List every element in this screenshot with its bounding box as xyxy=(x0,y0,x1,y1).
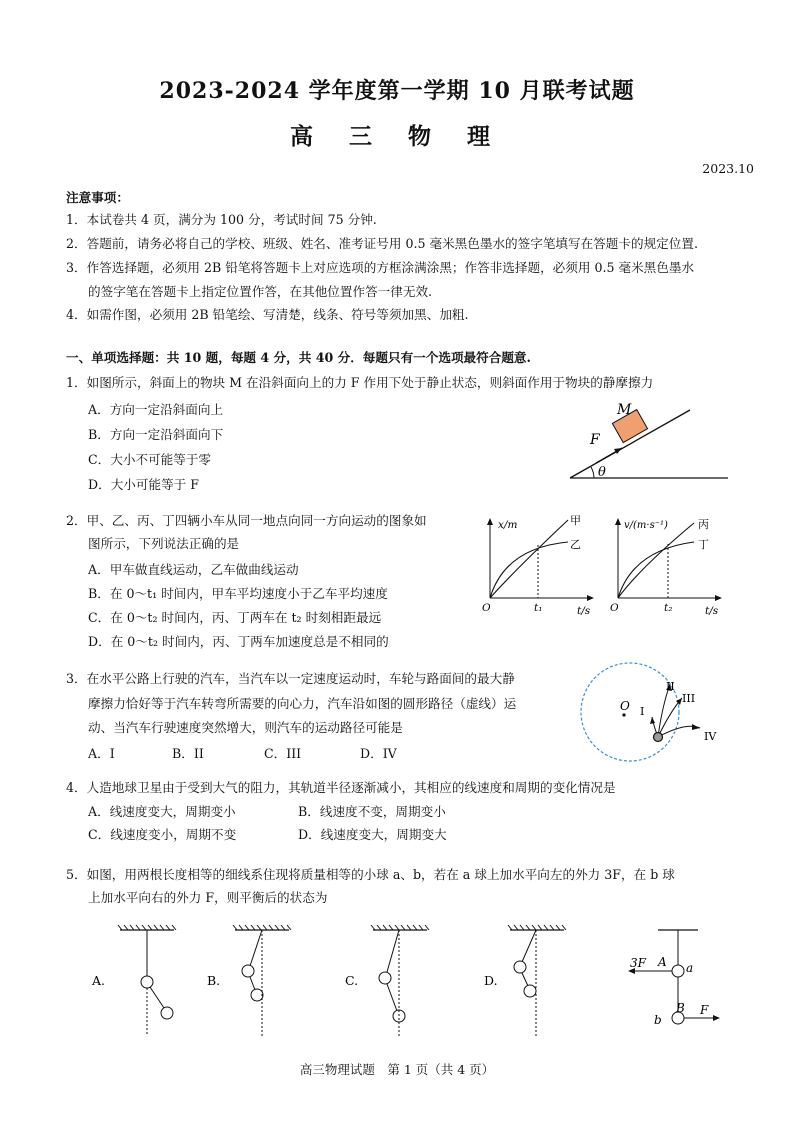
vt-graph xyxy=(608,510,738,620)
mass-label: M xyxy=(617,402,632,418)
series-label: 乙 xyxy=(570,538,581,551)
path-label: IV xyxy=(704,730,717,743)
line-bing xyxy=(618,523,694,598)
notice-heading: 注意事项： xyxy=(66,190,129,205)
question-2-stem: 2．甲、乙、丙、丁四辆小车从同一地点向同一方向运动的图象如 xyxy=(66,513,427,528)
angle-label: θ xyxy=(598,465,606,480)
notice-item: 3．作答选择题，必须用 2B 铅笔将答题卡上对应选项的方框涂满涂黑；作答非选择题，必须用 0.5 毫米黑色墨水 xyxy=(66,260,695,275)
exam-title: 2023-2024 学年度第一学期 10 月联考试题 xyxy=(159,78,635,104)
q3-option-c: C．III xyxy=(264,746,302,761)
line-ding xyxy=(618,542,694,598)
option-label: B. xyxy=(207,973,221,988)
q4-option-a: A．线速度变大，周期变小 xyxy=(88,804,236,819)
notice-item: 4．如需作图，必须用 2B 铅笔绘、写清楚，线条、符号等须加黑、加粗. xyxy=(66,307,469,322)
question-2-stem-cont: 图所示，下列说法正确的是 xyxy=(88,536,240,551)
y-axis-label: v/(m·s⁻¹) xyxy=(624,520,668,531)
force-3f-label: 3F xyxy=(630,956,646,970)
tick-label: t₁ xyxy=(534,602,543,614)
q4-option-b: B．线速度不变，周期变小 xyxy=(298,804,446,819)
q2-option-b: B．在 0～t₁ 时间内，甲车平均速度小于乙车平均速度 xyxy=(88,586,388,601)
q3-option-d: D．IV xyxy=(360,746,397,761)
x-axis-label: t/s xyxy=(705,605,719,617)
q1-option-a: A．方向一定沿斜面向上 xyxy=(88,402,224,417)
option-label: D. xyxy=(484,973,498,988)
q5-figure-c xyxy=(345,920,435,1038)
q2-option-d: D．在 0～t₂ 时间内，丙、丁两车加速度总是不相同的 xyxy=(88,634,389,649)
path-label: I xyxy=(640,705,645,718)
point-a-label: A xyxy=(658,955,667,969)
question-1-stem: 1．如图所示，斜面上的物块 M 在沿斜面向上的力 F 作用下处于静止状态，则斜面作用于物块的静摩擦力 xyxy=(66,375,654,390)
force-label: F xyxy=(590,432,600,448)
notice-item: 1．本试卷共 4 页，满分为 100 分，考试时间 75 分钟. xyxy=(66,212,377,227)
line-yi xyxy=(490,542,568,598)
center-label: O xyxy=(620,699,630,713)
question-3-stem-cont: 摩擦力恰好等于汽车转弯所需要的向心力，汽车沿如图的圆形路径（虚线）运 xyxy=(88,696,517,711)
q1-option-d: D．大小可能等于 F xyxy=(88,477,199,492)
q3-option-a: A．I xyxy=(88,746,115,761)
origin-label: O xyxy=(610,602,619,614)
series-label: 丙 xyxy=(698,518,709,531)
q5-reference-figure xyxy=(620,920,730,1038)
notice-item: 的签字笔在答题卡上指定位置作答，在其他位置作答一律无效. xyxy=(88,284,433,299)
series-label: 丁 xyxy=(698,538,709,551)
option-label: C. xyxy=(345,973,359,988)
origin-label: O xyxy=(482,602,491,614)
page-footer: 高三物理试题 第 1 页（共 4 页） xyxy=(299,1062,495,1077)
question-5-stem-cont: 上加水平向右的外力 F，则平衡后的状态为 xyxy=(88,890,328,905)
q1-option-c: C．大小不可能等于零 xyxy=(88,452,211,467)
y-axis-label: x/m xyxy=(498,519,518,531)
force-f-label: F xyxy=(700,1003,709,1017)
question-5-stem: 5．如图，用两根长度相等的细线系住现将质量相等的小球 a、b，若在 a 球上加水平向左的外力 3F，在 b 球 xyxy=(66,867,675,882)
q5-figure-a xyxy=(88,920,193,1038)
q5-figure-b xyxy=(205,920,295,1038)
q5-figure-d xyxy=(482,920,572,1038)
incline-figure xyxy=(560,400,740,485)
circle-path-figure xyxy=(578,662,728,766)
q4-option-c: C．线速度变小，周期不变 xyxy=(88,827,237,842)
q1-option-b: B．方向一定沿斜面向下 xyxy=(88,427,224,442)
q2-option-a: A．甲车做直线运动，乙车做曲线运动 xyxy=(88,562,299,577)
question-4-stem: 4．人造地球卫星由于受到大气的阻力，其轨道半径逐渐减小，其相应的线速度和周期的变化情况是 xyxy=(66,780,616,795)
q3-option-b: B．II xyxy=(172,746,204,761)
ball-b-label: b xyxy=(654,1013,662,1027)
path-label: II xyxy=(666,680,675,693)
question-3-stem-cont: 动、当汽车行驶速度突然增大，则汽车的运动路径可能是 xyxy=(88,720,403,735)
xt-graph xyxy=(480,510,605,620)
option-label: A. xyxy=(92,973,106,988)
q4-option-d: D．线速度变大，周期变大 xyxy=(298,827,447,842)
line-jia xyxy=(490,520,568,598)
notice-item: 2．答题前，请务必将自己的学校、班级、姓名、准考证号用 0.5 毫米黑色墨水的签字笔填写在答题卡的规定位置. xyxy=(66,236,698,251)
x-axis-label: t/s xyxy=(577,605,591,617)
tick-label: t₂ xyxy=(664,602,673,614)
point-b-label: B xyxy=(676,1001,685,1015)
ball-a-label: a xyxy=(686,961,694,975)
subject-title: 高 三 物 理 xyxy=(289,123,505,150)
path-label: III xyxy=(682,692,696,705)
q2-option-c: C．在 0～t₂ 时间内，丙、丁两车在 t₂ 时刻相距最远 xyxy=(88,610,382,625)
section-heading: 一、单项选择题：共 10 题，每题 4 分，共 40 分．每题只有一个选项最符合题意. xyxy=(66,350,531,365)
question-3-stem: 3．在水平公路上行驶的汽车，当汽车以一定速度运动时，车轮与路面间的最大静 xyxy=(66,671,515,686)
series-label: 甲 xyxy=(570,514,581,527)
exam-date: 2023.10 xyxy=(702,161,754,176)
